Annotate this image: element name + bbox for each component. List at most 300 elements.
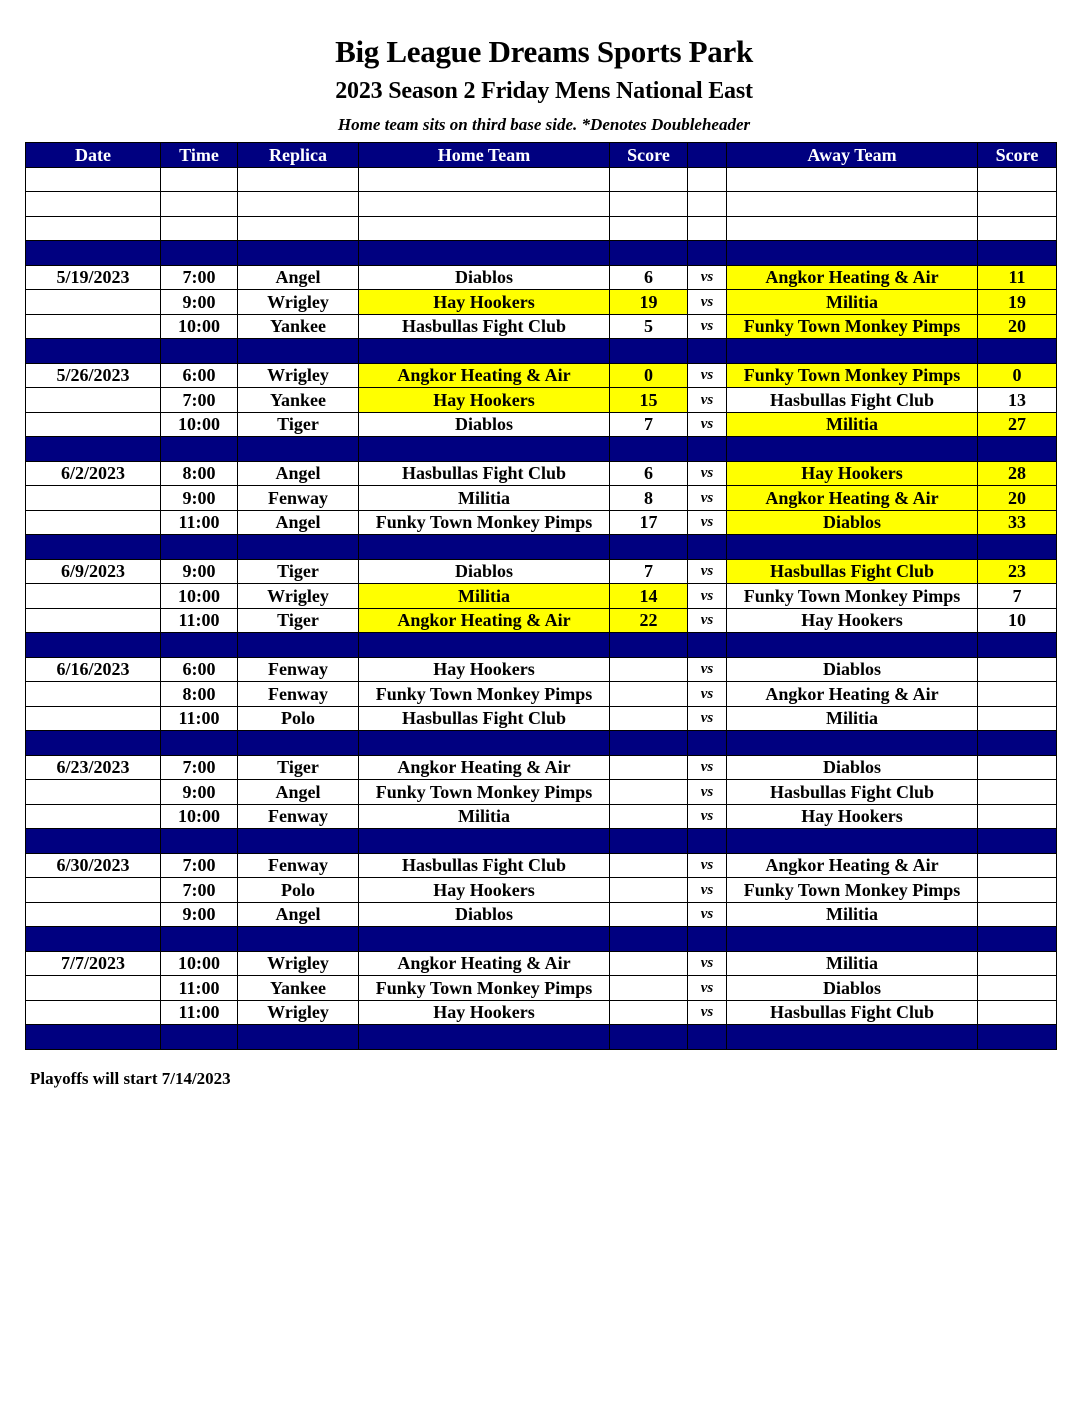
vs-cell — [688, 167, 727, 192]
away-score-cell — [978, 902, 1057, 927]
vs-cell — [688, 535, 727, 560]
game-row — [26, 290, 1057, 315]
home-team-cell — [359, 829, 610, 854]
date-cell — [26, 731, 161, 756]
away-score-cell — [978, 829, 1057, 854]
away-score-cell: 19 — [978, 290, 1057, 315]
home-score-cell — [610, 682, 688, 707]
time-cell: 7:00 — [161, 388, 238, 413]
game-row — [26, 780, 1057, 805]
replica-cell — [238, 241, 359, 266]
date-cell — [26, 584, 161, 609]
away-team-cell: Funky Town Monkey Pimps — [727, 314, 978, 339]
replica-cell: Fenway — [238, 486, 359, 511]
date-cell: 6/23/2023 — [26, 755, 161, 780]
separator-row — [26, 731, 1057, 756]
date-cell — [26, 314, 161, 339]
away-team-cell — [727, 927, 978, 952]
replica-cell: Fenway — [238, 657, 359, 682]
home-score-cell: 6 — [610, 461, 688, 486]
home-score-cell — [610, 339, 688, 364]
home-team-cell — [359, 216, 610, 241]
home-team-cell: Militia — [359, 584, 610, 609]
date-cell — [26, 290, 161, 315]
separator-row — [26, 241, 1057, 266]
col-header-home-team: Home Team — [359, 143, 610, 168]
home-team-cell: Diablos — [359, 902, 610, 927]
schedule-body — [26, 167, 1057, 1049]
home-team-cell: Angkor Heating & Air — [359, 363, 610, 388]
home-team-cell — [359, 927, 610, 952]
away-score-cell — [978, 339, 1057, 364]
replica-cell — [238, 167, 359, 192]
away-team-cell: Militia — [727, 902, 978, 927]
home-score-cell — [610, 437, 688, 462]
date-cell — [26, 388, 161, 413]
away-team-cell: Militia — [727, 290, 978, 315]
away-team-cell: Diablos — [727, 657, 978, 682]
away-team-cell: Diablos — [727, 976, 978, 1001]
game-row — [26, 951, 1057, 976]
time-cell: 10:00 — [161, 584, 238, 609]
time-cell: 11:00 — [161, 510, 238, 535]
vs-cell: vs — [688, 265, 727, 290]
home-score-cell — [610, 780, 688, 805]
away-team-cell: Angkor Heating & Air — [727, 486, 978, 511]
time-cell: 7:00 — [161, 755, 238, 780]
separator-row — [26, 339, 1057, 364]
home-team-cell — [359, 437, 610, 462]
away-team-cell: Hasbullas Fight Club — [727, 780, 978, 805]
game-row — [26, 878, 1057, 903]
away-team-cell — [727, 167, 978, 192]
replica-cell — [238, 216, 359, 241]
home-team-cell — [359, 192, 610, 217]
game-row — [26, 608, 1057, 633]
home-team-cell: Hasbullas Fight Club — [359, 461, 610, 486]
home-score-cell — [610, 829, 688, 854]
vs-cell: vs — [688, 902, 727, 927]
away-team-cell: Militia — [727, 951, 978, 976]
home-score-cell — [610, 633, 688, 658]
time-cell: 11:00 — [161, 608, 238, 633]
away-team-cell: Funky Town Monkey Pimps — [727, 363, 978, 388]
blank-row — [26, 192, 1057, 217]
home-team-cell: Hasbullas Fight Club — [359, 853, 610, 878]
game-row — [26, 853, 1057, 878]
replica-cell — [238, 339, 359, 364]
away-score-cell — [978, 780, 1057, 805]
replica-cell — [238, 192, 359, 217]
home-team-cell — [359, 1025, 610, 1050]
home-score-cell — [610, 927, 688, 952]
vs-cell: vs — [688, 486, 727, 511]
vs-cell — [688, 731, 727, 756]
vs-cell — [688, 192, 727, 217]
schedule-note: Home team sits on third base side. *Denotes Doubleheader — [337, 115, 751, 134]
away-score-cell — [978, 804, 1057, 829]
vs-cell: vs — [688, 388, 727, 413]
home-score-cell: 0 — [610, 363, 688, 388]
game-row — [26, 412, 1057, 437]
time-cell — [161, 241, 238, 266]
home-score-cell — [610, 902, 688, 927]
game-row — [26, 584, 1057, 609]
away-score-cell: 23 — [978, 559, 1057, 584]
time-cell — [161, 535, 238, 560]
away-team-cell — [727, 633, 978, 658]
vs-cell: vs — [688, 290, 727, 315]
away-score-cell — [978, 682, 1057, 707]
date-cell — [26, 486, 161, 511]
home-team-cell: Angkor Heating & Air — [359, 951, 610, 976]
vs-cell: vs — [688, 363, 727, 388]
away-score-cell — [978, 927, 1057, 952]
away-team-cell — [727, 192, 978, 217]
home-team-cell — [359, 633, 610, 658]
col-header-vs — [688, 143, 727, 168]
time-cell — [161, 339, 238, 364]
replica-cell — [238, 633, 359, 658]
away-score-cell — [978, 706, 1057, 731]
away-team-cell: Hasbullas Fight Club — [727, 388, 978, 413]
away-score-cell — [978, 535, 1057, 560]
time-cell — [161, 633, 238, 658]
time-cell: 8:00 — [161, 682, 238, 707]
vs-cell — [688, 1025, 727, 1050]
away-score-cell: 20 — [978, 486, 1057, 511]
date-cell — [26, 706, 161, 731]
vs-cell: vs — [688, 412, 727, 437]
separator-row — [26, 1025, 1057, 1050]
time-cell: 11:00 — [161, 976, 238, 1001]
home-score-cell — [610, 853, 688, 878]
home-score-cell — [610, 657, 688, 682]
replica-cell: Angel — [238, 265, 359, 290]
away-team-cell: Militia — [727, 412, 978, 437]
replica-cell: Yankee — [238, 388, 359, 413]
vs-cell — [688, 437, 727, 462]
separator-row — [26, 437, 1057, 462]
replica-cell: Yankee — [238, 976, 359, 1001]
away-team-cell: Hay Hookers — [727, 461, 978, 486]
vs-cell: vs — [688, 878, 727, 903]
home-team-cell: Militia — [359, 486, 610, 511]
home-team-cell — [359, 167, 610, 192]
away-team-cell: Angkor Heating & Air — [727, 853, 978, 878]
home-score-cell: 7 — [610, 412, 688, 437]
time-cell: 10:00 — [161, 314, 238, 339]
home-score-cell: 8 — [610, 486, 688, 511]
game-row — [26, 755, 1057, 780]
home-team-cell: Hay Hookers — [359, 388, 610, 413]
date-cell: 6/9/2023 — [26, 559, 161, 584]
vs-cell: vs — [688, 706, 727, 731]
vs-cell — [688, 633, 727, 658]
game-row — [26, 706, 1057, 731]
date-cell: 6/16/2023 — [26, 657, 161, 682]
game-row — [26, 1000, 1057, 1025]
home-score-cell — [610, 755, 688, 780]
away-team-cell: Diablos — [727, 755, 978, 780]
date-cell — [26, 412, 161, 437]
time-cell: 9:00 — [161, 486, 238, 511]
schedule-table — [25, 142, 1057, 1050]
away-team-cell: Hay Hookers — [727, 804, 978, 829]
date-cell — [26, 510, 161, 535]
away-team-cell: Diablos — [727, 510, 978, 535]
away-team-cell — [727, 731, 978, 756]
home-team-cell: Militia — [359, 804, 610, 829]
replica-cell: Fenway — [238, 853, 359, 878]
vs-cell — [688, 339, 727, 364]
away-score-cell — [978, 437, 1057, 462]
game-row — [26, 682, 1057, 707]
time-cell: 9:00 — [161, 780, 238, 805]
replica-cell: Wrigley — [238, 1000, 359, 1025]
home-team-cell: Hasbullas Fight Club — [359, 706, 610, 731]
away-score-cell — [978, 976, 1057, 1001]
replica-cell: Tiger — [238, 755, 359, 780]
game-row — [26, 902, 1057, 927]
time-cell: 6:00 — [161, 657, 238, 682]
date-cell — [26, 1000, 161, 1025]
replica-cell: Angel — [238, 510, 359, 535]
home-team-cell: Angkor Heating & Air — [359, 755, 610, 780]
replica-cell: Polo — [238, 878, 359, 903]
vs-cell — [688, 927, 727, 952]
home-score-cell — [610, 1000, 688, 1025]
home-score-cell — [610, 731, 688, 756]
away-score-cell — [978, 241, 1057, 266]
home-team-cell — [359, 241, 610, 266]
away-score-cell — [978, 167, 1057, 192]
home-team-cell: Diablos — [359, 559, 610, 584]
vs-cell: vs — [688, 976, 727, 1001]
replica-cell: Fenway — [238, 804, 359, 829]
replica-cell: Polo — [238, 706, 359, 731]
game-row — [26, 363, 1057, 388]
away-score-cell — [978, 731, 1057, 756]
time-cell: 11:00 — [161, 1000, 238, 1025]
time-cell: 9:00 — [161, 559, 238, 584]
home-score-cell — [610, 216, 688, 241]
time-cell: 10:00 — [161, 412, 238, 437]
replica-cell: Wrigley — [238, 584, 359, 609]
away-score-cell — [978, 216, 1057, 241]
replica-cell — [238, 437, 359, 462]
away-score-cell — [978, 633, 1057, 658]
time-cell: 9:00 — [161, 290, 238, 315]
blank-row — [26, 216, 1057, 241]
away-score-cell — [978, 755, 1057, 780]
replica-cell: Wrigley — [238, 363, 359, 388]
game-row — [26, 314, 1057, 339]
away-score-cell — [978, 878, 1057, 903]
game-row — [26, 559, 1057, 584]
game-row — [26, 265, 1057, 290]
home-team-cell: Diablos — [359, 412, 610, 437]
time-cell — [161, 731, 238, 756]
game-row — [26, 388, 1057, 413]
time-cell: 9:00 — [161, 902, 238, 927]
home-team-cell: Hay Hookers — [359, 657, 610, 682]
replica-cell: Angel — [238, 461, 359, 486]
separator-row — [26, 829, 1057, 854]
date-cell — [26, 976, 161, 1001]
vs-cell — [688, 216, 727, 241]
date-cell: 6/30/2023 — [26, 853, 161, 878]
home-team-cell: Hay Hookers — [359, 1000, 610, 1025]
home-team-cell: Diablos — [359, 265, 610, 290]
away-score-cell — [978, 951, 1057, 976]
date-cell — [26, 216, 161, 241]
season-subtitle: 2023 Season 2 Friday Mens National East — [335, 78, 753, 104]
vs-cell — [688, 829, 727, 854]
col-header-date: Date — [26, 143, 161, 168]
vs-cell: vs — [688, 510, 727, 535]
date-cell — [26, 339, 161, 364]
game-row — [26, 461, 1057, 486]
time-cell: 6:00 — [161, 363, 238, 388]
home-score-cell — [610, 878, 688, 903]
replica-cell — [238, 731, 359, 756]
home-score-cell: 17 — [610, 510, 688, 535]
home-score-cell: 15 — [610, 388, 688, 413]
date-cell — [26, 927, 161, 952]
playoffs-note: Playoffs will start 7/14/2023 — [30, 1069, 231, 1088]
away-score-cell: 0 — [978, 363, 1057, 388]
vs-cell: vs — [688, 657, 727, 682]
game-row — [26, 976, 1057, 1001]
date-cell — [26, 682, 161, 707]
time-cell: 7:00 — [161, 878, 238, 903]
vs-cell: vs — [688, 1000, 727, 1025]
col-header-replica: Replica — [238, 143, 359, 168]
away-score-cell: 13 — [978, 388, 1057, 413]
home-score-cell — [610, 804, 688, 829]
home-team-cell: Funky Town Monkey Pimps — [359, 780, 610, 805]
home-score-cell — [610, 951, 688, 976]
time-cell: 11:00 — [161, 706, 238, 731]
home-score-cell — [610, 192, 688, 217]
home-team-cell: Hasbullas Fight Club — [359, 314, 610, 339]
vs-cell: vs — [688, 682, 727, 707]
date-cell: 5/26/2023 — [26, 363, 161, 388]
away-team-cell: Hay Hookers — [727, 608, 978, 633]
away-team-cell — [727, 216, 978, 241]
date-cell — [26, 878, 161, 903]
away-team-cell — [727, 339, 978, 364]
vs-cell: vs — [688, 804, 727, 829]
page-title: Big League Dreams Sports Park — [335, 34, 753, 69]
away-score-cell — [978, 192, 1057, 217]
time-cell — [161, 216, 238, 241]
time-cell — [161, 167, 238, 192]
away-team-cell — [727, 829, 978, 854]
away-team-cell: Angkor Heating & Air — [727, 265, 978, 290]
vs-cell: vs — [688, 584, 727, 609]
home-score-cell: 19 — [610, 290, 688, 315]
home-score-cell: 22 — [610, 608, 688, 633]
home-score-cell: 6 — [610, 265, 688, 290]
vs-cell: vs — [688, 853, 727, 878]
away-team-cell: Militia — [727, 706, 978, 731]
away-team-cell — [727, 535, 978, 560]
away-score-cell: 27 — [978, 412, 1057, 437]
vs-cell: vs — [688, 314, 727, 339]
vs-cell: vs — [688, 608, 727, 633]
away-team-cell — [727, 1025, 978, 1050]
away-score-cell: 33 — [978, 510, 1057, 535]
game-row — [26, 486, 1057, 511]
home-score-cell: 7 — [610, 559, 688, 584]
home-team-cell: Funky Town Monkey Pimps — [359, 682, 610, 707]
home-team-cell: Hay Hookers — [359, 290, 610, 315]
away-team-cell: Hasbullas Fight Club — [727, 559, 978, 584]
home-team-cell — [359, 339, 610, 364]
date-cell — [26, 167, 161, 192]
date-cell — [26, 804, 161, 829]
date-cell — [26, 241, 161, 266]
home-team-cell: Funky Town Monkey Pimps — [359, 976, 610, 1001]
away-score-cell — [978, 853, 1057, 878]
date-cell — [26, 608, 161, 633]
time-cell — [161, 927, 238, 952]
home-team-cell: Hay Hookers — [359, 878, 610, 903]
col-header-away-team: Away Team — [727, 143, 978, 168]
vs-cell — [688, 241, 727, 266]
home-team-cell — [359, 731, 610, 756]
home-team-cell — [359, 535, 610, 560]
away-team-cell: Funky Town Monkey Pimps — [727, 878, 978, 903]
date-cell — [26, 437, 161, 462]
away-score-cell — [978, 1000, 1057, 1025]
vs-cell: vs — [688, 461, 727, 486]
col-header-away-score: Score — [978, 143, 1057, 168]
home-score-cell: 5 — [610, 314, 688, 339]
time-cell: 10:00 — [161, 804, 238, 829]
game-row — [26, 657, 1057, 682]
date-cell: 7/7/2023 — [26, 951, 161, 976]
date-cell: 6/2/2023 — [26, 461, 161, 486]
replica-cell: Tiger — [238, 559, 359, 584]
replica-cell — [238, 535, 359, 560]
game-row — [26, 804, 1057, 829]
home-score-cell — [610, 535, 688, 560]
away-score-cell: 7 — [978, 584, 1057, 609]
away-team-cell: Funky Town Monkey Pimps — [727, 584, 978, 609]
time-cell: 8:00 — [161, 461, 238, 486]
date-cell: 5/19/2023 — [26, 265, 161, 290]
separator-row — [26, 535, 1057, 560]
away-score-cell: 10 — [978, 608, 1057, 633]
separator-row — [26, 927, 1057, 952]
home-score-cell — [610, 241, 688, 266]
date-cell — [26, 633, 161, 658]
blank-row — [26, 167, 1057, 192]
replica-cell: Angel — [238, 780, 359, 805]
away-team-cell: Hasbullas Fight Club — [727, 1000, 978, 1025]
game-row — [26, 510, 1057, 535]
replica-cell: Angel — [238, 902, 359, 927]
vs-cell: vs — [688, 951, 727, 976]
home-score-cell — [610, 1025, 688, 1050]
replica-cell — [238, 927, 359, 952]
col-header-time: Time — [161, 143, 238, 168]
date-cell — [26, 192, 161, 217]
replica-cell: Fenway — [238, 682, 359, 707]
